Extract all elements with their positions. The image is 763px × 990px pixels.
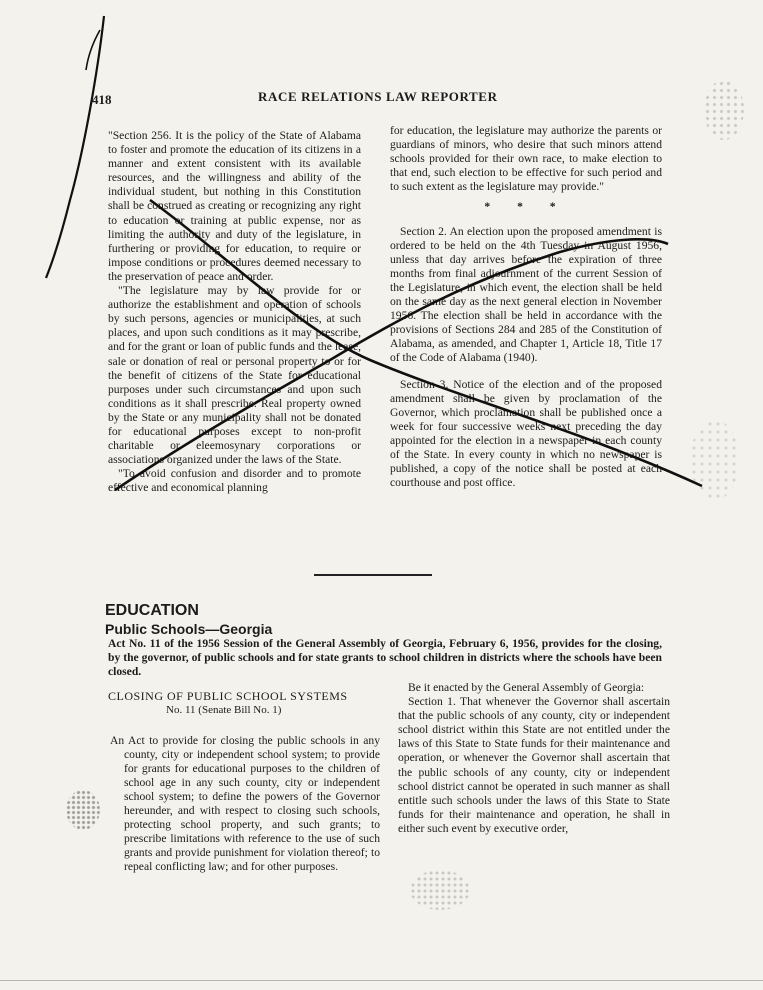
enacting-clause: Be it enacted by the General Assembly of Georgia:: [408, 681, 645, 694]
paragraph-section-1: Section 1. That whenever the Governor shall ascertain that the public schools of any county, city or independent school district within this State are not entitled under the laws of this State to State funds for their maintenance and operation, or whenever the Governor shall ascertain that the public schools of any county, city or independent school district cannot be operated in such manner as shall entitle such schools under the laws of this State to State funds for their maintenance and operation, he shall in either such event by executive order,: [398, 695, 670, 835]
paragraph-legislature: "The legislature may by law provide for or authorize the establishment and operation of schools by such persons, agencies or municipalities, at such places, and upon such conditions as it may prescribe, and for the grant or loan of public funds and the lease, sale or donation of real or personal property to or for the benefit of citizens of the State for educational purposes under such circumstances and upon such conditions as it shall prescribe. Real property owned by the State or any municipality shall not be donated for educational purposes except to non-profit charitable or eleemosynary corporations or associations organized under the laws of the State.: [108, 284, 361, 467]
paragraph-avoid-confusion: "To avoid confusion and disorder and to promote effective and economical planning: [108, 467, 361, 495]
act-description: Act No. 11 of the 1956 Session of the General Assembly of Georgia, February 6, 1956, provides for the closing, by the governor, of public schools and for state grants to school children in districts where the schools have been closed.: [108, 637, 662, 678]
act-purpose-paragraph: An Act to provide for closing the public schools in any county, city or independent school system; to provide for grants for educational purposes to the children of school age in any such county, city or independent school system; to define the powers of the Governor hereunder, and with respect to closing such schools, protecting school property, and such grants; to prescribe limitations with reference to the use of such grants and provide punishment for violation thereof; to repeal conflicting law; and for other purposes.: [110, 733, 380, 874]
senate-bill-subheading: No. 11 (Senate Bill No. 1): [166, 704, 282, 716]
upper-left-column: [108, 129, 361, 495]
lower-left-column: [110, 722, 380, 886]
pen-stroke-left-hook: [86, 30, 100, 70]
closing-heading: CLOSING OF PUBLIC SCHOOL SYSTEMS: [108, 689, 348, 703]
section-separator-stars: * * *: [484, 200, 568, 214]
education-heading: EDUCATION: [105, 602, 199, 619]
paragraph-continuation: for education, the legislature may authorize the parents or guardians of minors, who desire that such minors attend schools provided for their own race, to make election to that end, such election to be effective for such period and to such extent as the legislature may provide.": [390, 124, 662, 194]
scan-speckle: [704, 80, 744, 140]
lower-right-column: [398, 681, 670, 836]
scan-speckle: [410, 870, 470, 910]
paragraph-section-256: "Section 256. It is the policy of the State of Alabama to foster and promote the education of its citizens in a manner and extent consistent with its available resources, and the willingness and ability of the individual student, but nothing in this Constitution shall be construed as creating or recognizing any right to education or training at public expense, nor as limiting the authority and duty of the legislature, in furthering or providing for education, to require or impose conditions or procedures deemed necessary to the preservation of peace and order.: [108, 129, 361, 283]
paragraph-section-2: Section 2. An election upon the proposed amendment is ordered to be held on the 4th Tuesday in August 1956, unless that day arrives before the expiration of three months from final adjournment of the current Session of the Legislature, in which event, the election shall be held on the same day as the next general election in November 1956. The election shall be held in accordance with the provisions of Sections 284 and 285 of the Constitution of Alabama, as amended, and Chapter 1, Article 18, Title 17 of the Code of Alabama (1940).: [390, 224, 662, 365]
scan-speckle: [690, 420, 740, 500]
paragraph-section-3: Section 3. Notice of the election and of the proposed amendment shall be given by proclamation of the Governor, which proclamation shall be published once a week for four successive weeks next preceding the day appointed for the election in a newspaper in each county of the State. In every county in which no newspaper is published, a copy of the notice shall be posted at each courthouse and post office.: [390, 377, 662, 490]
scan-speckle: [66, 790, 100, 830]
public-schools-georgia-subheading: Public Schools—Georgia: [105, 621, 273, 637]
upper-right-column: [390, 124, 662, 490]
page-number: 418: [92, 92, 112, 107]
running-title: RACE RELATIONS LAW REPORTER: [258, 89, 498, 104]
scan-edge-line: [0, 980, 763, 981]
pen-stroke-left: [46, 16, 104, 278]
section-divider: [314, 574, 432, 576]
